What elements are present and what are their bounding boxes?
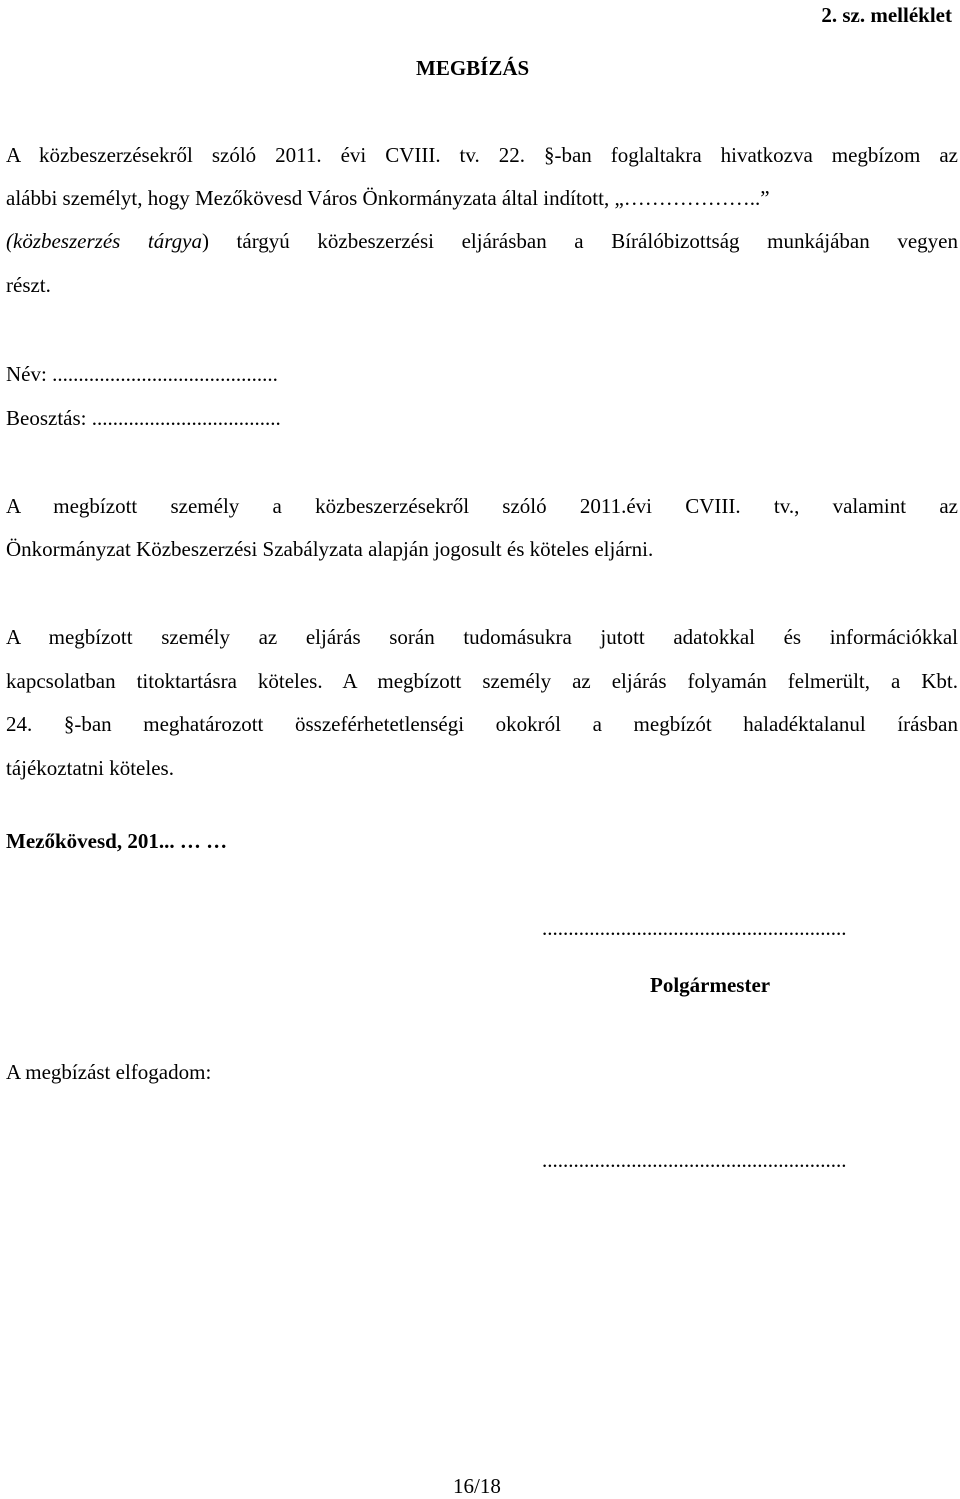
mayor-title: Polgármester — [650, 973, 771, 997]
acceptor-signature-line[interactable]: .......................................................... — [542, 1148, 847, 1172]
para1-line4: részt. — [6, 273, 51, 297]
para1-line2-prefix: alábbi személyt, hogy Mezőkövesd Város Önkormányzata által indított, „ — [6, 186, 624, 210]
acceptance-label: A megbízást elfogadom: — [6, 1060, 212, 1084]
para3-line2: kapcsolatban titoktartásra köteles. A megbízott személy az eljárás folyamán felmerült, a Kbt. — [6, 669, 958, 693]
para3-line1: A megbízott személy az eljárás során tudomásukra jutott adatokkal és információkkal — [6, 625, 958, 649]
para2-line2: Önkormányzat Közbeszerzési Szabályzata alapján jogosult és köteles eljárni. — [6, 537, 654, 561]
position-field[interactable]: Beosztás: .................................... — [6, 406, 281, 430]
para3-line3: 24. §-ban meghatározott összeférhetetlenségi okokról a megbízót haladéktalanul írásban — [6, 712, 958, 736]
para2-line1: A megbízott személy a közbeszerzésekről szóló 2011.évi CVIII. tv., valamint az — [6, 494, 958, 518]
subject-fill-blank: ………………. — [623, 186, 756, 210]
page-number: 16/18 — [453, 1474, 501, 1498]
para1-line2-suffix: .” — [755, 186, 770, 210]
annex-label: 2. sz. melléklet — [821, 3, 952, 27]
document-title: MEGBÍZÁS — [416, 56, 530, 80]
name-field[interactable]: Név: ........................................... — [6, 362, 278, 386]
para1-line1: A közbeszerzésekről szóló 2011. évi CVIII. tv. 22. §-ban foglaltakra hivatkozva megbízom az — [6, 143, 958, 167]
para1-line2 — [6, 186, 770, 211]
para1-line3-rest: ) tárgyú közbeszerzési eljárásban a Bírálóbizottság munkájában vegyen — [201, 229, 958, 253]
place-date: Mezőkövesd, 201... … … — [6, 829, 228, 853]
procurement-subject-placeholder: (közbeszerzés tárgya — [6, 229, 202, 253]
para3-line4: tájékoztatni köteles. — [6, 756, 174, 780]
mayor-signature-line[interactable]: .......................................................... — [542, 916, 847, 940]
para1-line3 — [6, 229, 958, 254]
